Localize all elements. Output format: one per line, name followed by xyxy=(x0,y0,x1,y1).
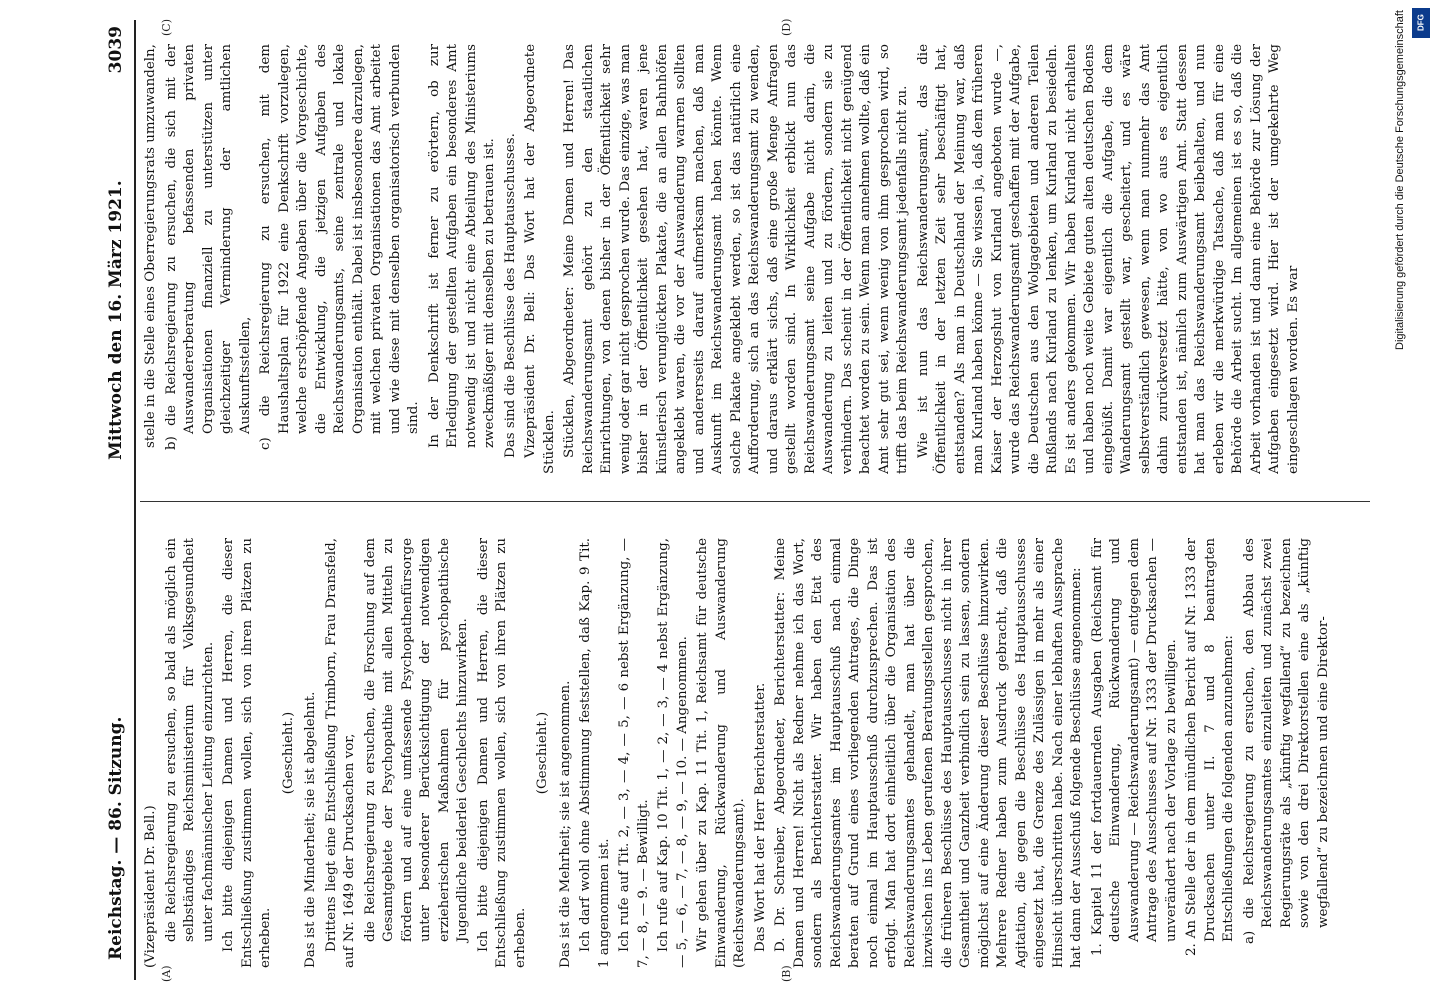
left-column xyxy=(142,538,1372,968)
right-column-paragraph: b) die Reichsregierung zu ersuchen, die sich mit der Auswandererberatung befassenden privaten Organisationen finanziell zu unterstützen unter gleichzeitiger Verminderung der amtlichen Auskunftsstellen, xyxy=(163,44,253,450)
left-column-paragraph: Das Wort hat der Herr Berichterstatter. xyxy=(752,682,768,952)
column-divider xyxy=(140,501,1370,502)
left-column-paragraph: die Reichsregierung zu ersuchen, so bald als möglich ein selbständiges Reichsministerium für Volksgesundheit unter fachmännischer Leitung einzurichten. xyxy=(163,538,216,942)
left-column-paragraph: Ich bitte diejenigen Damen und Herren, die dieser Entschließung zustimmen wollen, sich von ihren Plätzen zu erheben. xyxy=(475,538,528,968)
page-header xyxy=(100,20,136,980)
left-column-paragraph: Das ist die Mehrheit; sie ist angenommen. xyxy=(557,680,573,968)
left-column-paragraph: D. Dr. Schreiber, Abgeordneter, Berichterstatter: Meine Damen und Herren! Nicht als Redner nehme ich das Wort, sondern als Berichterstatter. Wir haben den Etat des Reichswanderungsamtes im Hauptausschuß nach einmal beraten auf Grund eines vorliegenden Antrages, die Dinge noch einmal im Hauptausschuß durchzusprechen. Das ist erfolgt. Man hat dort einheitlich über die Organisation des Reichswanderungsamtes gehandelt, man hat über die inzwischen ins Leben gerufenen Beratungsstellen gesprochen, die früheren Beschlüsse des Hauptausschusses nicht in ihrer Gesamtheit und Ganzheit verbindlich sein zu lassen, sondern möglichst auf eine Änderung dieser Beschlüsse hinzuwirken. Mehrere Redner haben zum Ausdruck gebracht, daß die Agitation, die gegen die Beschlüsse des Hauptausschusses eingesetzt hat, die Grenze des Zulässigen in mehr als einer Hinsicht überschritten habe. Nach einer lebhaften Aussprache hat dann der Ausschuß folgende Beschlüsse angenommen: xyxy=(773,538,1084,968)
right-column-paragraph: Vizepräsident Dr. Bell: Das Wort hat der Abgeordnete Stücklen. xyxy=(523,44,557,474)
left-column-paragraph: a) die Reichsregierung zu ersuchen, den Abbau des Reichswanderungsamtes einzuleiten und zunächst zwei Regierungsräte als „künftig wegfallend“ zu bezeichnen sowie von den drei Direktorstellen eine als „künftig wegfallend“ zu bezeichnen und eine Direktor- xyxy=(1241,538,1331,944)
left-column-paragraph: Wir gehen über zu Kap. 11 Tit. 1, Reichsamt für deutsche Einwanderung, Rückwanderung und Auswanderung (Reichswanderungsamt). xyxy=(695,538,747,968)
left-column-paragraph: Ich darf wohl ohne Abstimmung feststellen, daß Kap. 9 Tit. 1 angenommen ist. xyxy=(578,538,612,968)
funding-note xyxy=(1394,10,1416,990)
right-column xyxy=(142,44,1372,474)
margin-letter-b: (B) xyxy=(780,965,793,982)
page-number: 3039 xyxy=(106,26,126,74)
right-column-paragraph: stelle in die Stelle eines Oberregierungsrats umzuwandeln, xyxy=(143,44,158,448)
left-column-paragraph: (Vizepräsident Dr. Bell.) xyxy=(143,805,158,968)
header-left: Reichstag. — 86. Sitzung. xyxy=(106,716,126,960)
right-column-paragraph: Das sind die Beschlüsse des Hauptausschusses. xyxy=(502,133,518,458)
left-column-paragraph: Ich bitte diejenigen Damen und Herren, die dieser Entschließung zustimmen wollen, sich von ihren Plätzen zu erheben. xyxy=(221,538,273,968)
funding-note-text: Digitalisierung gefördert durch die Deutsche Forschungsgemeinschaft xyxy=(1394,10,1406,350)
margin-letter-d: (D) xyxy=(780,18,793,36)
header-date: Mittwoch den 16. März 1921. xyxy=(106,180,126,460)
left-column-paragraph: Drittens liegt eine Entschließung Trimborn, Frau Dransfeld, auf Nr. 1649 der Drucksachen vor, xyxy=(323,538,357,968)
left-column-paragraph: Das ist die Minderheit; sie ist abgelehnt. xyxy=(303,691,318,968)
left-column-paragraph: Ich rufe auf Tit. 2, — 3, — 4, — 5, — 6 nebst Ergänzung, — 7, — 8, — 9. — Bewilligt. xyxy=(617,538,651,968)
left-column-paragraph: 2. An Stelle der in dem mündlichen Bericht auf Nr. 1333 der Drucksachen unter II. 7 und 8 beantragten Entschließungen die folgenden anzunehmen: xyxy=(1184,538,1236,956)
newspaper-page xyxy=(100,20,1390,980)
left-column-paragraph: (Geschieht.) xyxy=(535,711,550,795)
left-column-paragraph: (Geschieht.) xyxy=(280,711,296,795)
left-column-paragraph: Ich rufe auf Kap. 10 Tit. 1, — 2, — 3, — 4 nebst Ergänzung, — 5, — 6, — 7, — 8, — 9, — 10. — Angenommen. xyxy=(656,538,690,968)
right-column-paragraph: Wie ist nun das Reichswanderungsamt, das die Öffentlichkeit in der letzten Zeit sehr beschäftigt hat, entstanden? Als man in Deutschland der Meinung war, daß man Kurland haben könne — Sie wissen ja, daß dem früheren Kaiser der Herzogshut von Kurland angeboten wurde —, wurde das Reichswanderungsamt geschaffen mit der Aufgabe, die Deutschen aus den Wolgagebieten und anderen Teilen Rußlands nach Kurland zu lenken, um Kurland zu besiedeln. Es ist anders gekommen. Wir haben Kurland nicht erhalten und haben noch weite Gebiete guten alten deutschen Bodens eingebüßt. Damit war eigentlich die Aufgabe, die dem Wanderungsamt gestellt war, gescheitert, und es wäre selbstverständlich gewesen, wenn man nunmehr das Amt dahin zurückversetzt hätte, von wo aus es eigentlich entstanden ist, nämlich zum Auswärtigen Amt. Statt dessen hat man das Reichswanderungsamt beibehalten, und nun erleben wir die merkwürdige Tatsache, daß man für eine Behörde die Arbeit sucht. Im allgemeinen ist es so, daß die Arbeit vorhanden ist und dann eine Behörde zur Lösung der Aufgaben eingesetzt wird. Hier ist der umgekehrte Weg eingeschlagen worden. Es war xyxy=(915,44,1301,474)
margin-letter-a: (A) xyxy=(160,965,173,982)
right-column-paragraph: In der Denkschrift ist ferner zu erörtern, ob zur Erledigung der gestellten Aufgaben ein besonderes Amt notwendig ist und nicht eine Abteilung des Ministeriums zweckmäßiger mit denselben zu betrauen ist. xyxy=(426,44,497,448)
dfg-logo: DFG xyxy=(1412,8,1430,38)
right-column-paragraph: Stücklen, Abgeordneter: Meine Damen und Herren! Das Reichswanderungsamt gehört zu den staatlichen Einrichtungen, von denen bisher in der Öffentlichkeit sehr wenig oder gar nicht gesprochen wurde. Das einzige, was man bisher in der Öffentlichkeit gesehen hat, waren jene künstlerisch verunglückten Plakate, die an allen Bahnhöfen angeklebt waren, die vor der Auswanderung warnen sollten und andererseits darauf aufmerksam machen, daß man Auskunft im Reichswanderungsamt haben könnte. Wenn solche Plakate angeklebt werden, so ist das natürlich eine Aufforderung, sich an das Reichswanderungsamt zu wenden, und daraus erklärt sichs, daß eine große Menge Anfragen gestellt worden sind. In Wirklichkeit erblickt nun das Reichswanderungsamt seine Aufgabe nicht darin, die Auswanderung zu leiten und zu fördern, sondern sie zu verhindern. Das scheint in der Öffentlichkeit nicht genügend beachtet worden zu sein. Wenn man annehmen wollte, daß ein Amt sehr gut sei, wenn wenig von ihm gesprochen wird, so trifft das beim Reichswanderungsamt jedenfalls nicht zu. xyxy=(562,44,910,474)
left-column-paragraph: die Reichsregierung zu ersuchen, die Forschung auf dem Gesamtgebiete der Psychopathie mit allen Mitteln zu fördern und auf eine umfassende Psychopathenfürsorge unter besonderer Berücksichtigung der notwendigen erzieherischen Maßnahmen für psychopathische Jugendliche beiderlei Geschlechts hinzuwirken. xyxy=(362,538,470,942)
margin-letter-c: (C) xyxy=(160,19,173,36)
right-column-paragraph: c) die Reichsregierung zu ersuchen, mit dem Haushaltsplan für 1922 eine Denkschrift vorzulegen, welche erschöpfende Angaben über die Vorgeschichte, die Entwicklung, die jetzigen Aufgaben des Reichswanderungsamts, seine zentrale und lokale Organisation enthält. Dabei ist insbesondere darzulegen, mit welchen privaten Organisationen das Amt arbeitet und wie diese mit denselben organisatorisch verbunden sind. xyxy=(258,44,421,450)
left-column-paragraph: 1. Kapitel 11 der fortdauernden Ausgaben (Reichsamt für deutsche Einwanderung, Rückwanderung und Auswanderung — Reichswanderungsamt) — entgegen dem Antrage des Ausschusses auf Nr. 1333 der Drucksachen — unverändert nach der Vorlage zu bewilligen. xyxy=(1089,538,1179,956)
